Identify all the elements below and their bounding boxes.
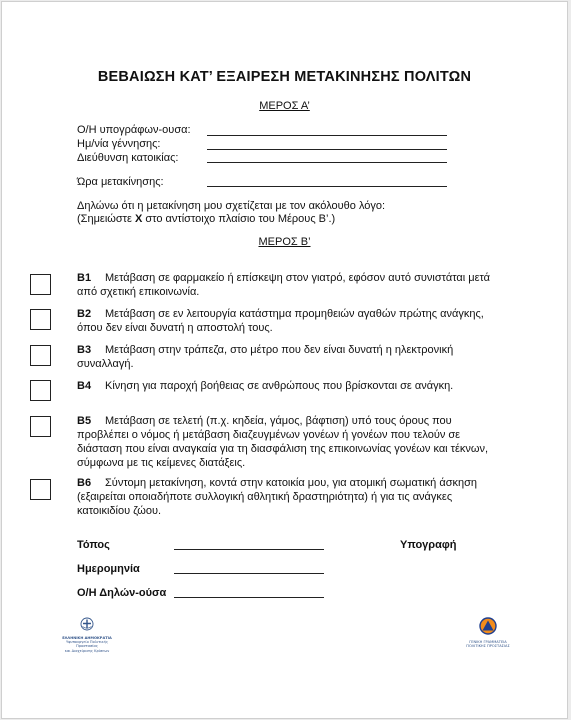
signature-label: Υπογραφή — [400, 539, 457, 551]
document-title: ΒΕΒΑΙΩΣΗ ΚΑΤ’ ΕΞΑΙΡΕΣΗ ΜΕΤΑΚΙΝΗΣΗΣ ΠΟΛΙΤΩΝ — [97, 69, 472, 85]
declaration-post: στο αντίστοιχο πλαίσιο του Μέρους Β’.) — [142, 213, 336, 225]
civil-protection-logo — [464, 617, 512, 648]
address-field[interactable] — [207, 162, 447, 163]
coat-of-arms-icon — [80, 617, 94, 631]
part-a-heading: ΜΕΡΟΣ Α’ — [259, 100, 310, 112]
item-text: Μετάβαση σε εν λειτουργία κατάστημα προμηθειών αγαθών πρώτης ανάγκης, όπου δεν είναι δυνατή η αποστολή τους. — [77, 308, 484, 334]
document-page — [1, 1, 568, 719]
item-text: Κίνηση για παροχή βοήθειας σε ανθρώπους που βρίσκονται σε ανάγκη. — [105, 380, 454, 392]
declaration-text — [77, 200, 507, 226]
item-text: Μετάβαση στην τράπεζα, στο μέτρο που δεν είναι δυνατή η ηλεκτρονική συναλλαγή. — [77, 344, 454, 370]
logo-right-line-1: ΓΕΝΙΚΗ ΓΡΑΜΜΑΤΕΙΑ — [469, 640, 507, 644]
item-code: Β3 — [77, 344, 92, 356]
logo-left-line-1: ΕΛΛΗΝΙΚΗ ΔΗΜΟΚΡΑΤΙΑ — [62, 636, 112, 640]
item-code: Β6 — [77, 477, 92, 489]
part-b-heading: ΜΕΡΟΣ Β’ — [258, 236, 311, 248]
move-time-field[interactable] — [207, 186, 447, 187]
declarant-field[interactable] — [174, 597, 324, 598]
civil-protection-icon — [479, 617, 497, 635]
declaration-mark: X — [134, 213, 143, 225]
date-field[interactable] — [174, 573, 324, 574]
item-b6 — [77, 476, 495, 518]
checkbox-b4[interactable] — [30, 380, 51, 401]
item-b5 — [77, 414, 495, 470]
checkbox-b1[interactable] — [30, 274, 51, 295]
item-text: Μετάβαση σε τελετή (π.χ. κηδεία, γάμος, βάφτιση) υπό τους όρους που προβλέπει ο νόμος ή μετάβαση διαζευγμένων γονέων ή γονέων που τελούν σε διάσταση που είναι αναγκαία για τη διασφάλιση της επικοινωνίας γονέων και τέκνων, σύμφωνα με τις κείμενες διατάξεις. — [77, 415, 489, 469]
item-b3 — [77, 343, 495, 371]
checkbox-b3[interactable] — [30, 345, 51, 366]
logo-left-line-2: Υφυπουργείο Πολιτικής Προστασίας — [65, 640, 109, 649]
item-b2 — [77, 307, 495, 335]
item-b1 — [77, 271, 495, 299]
address-label: Διεύθυνση κατοικίας: — [77, 152, 179, 164]
logo-left-line-3: και Διαχείρισης Κρίσεων — [64, 648, 110, 653]
date-label: Ημερομηνία — [77, 563, 140, 575]
place-field[interactable] — [174, 549, 324, 550]
declaration-pre: (Σημειώστε — [77, 213, 135, 225]
move-time-label: Ώρα μετακίνησης: — [77, 176, 164, 188]
item-code: Β1 — [77, 272, 92, 284]
item-b4 — [77, 379, 495, 393]
checkbox-b6[interactable] — [30, 479, 51, 500]
declaration-line-2 — [77, 213, 507, 226]
birth-date-label: Ημ/νία γέννησης: — [77, 138, 161, 150]
birth-date-field[interactable] — [207, 149, 447, 150]
item-code: Β5 — [77, 415, 92, 427]
item-code: Β2 — [77, 308, 92, 320]
item-text: Μετάβαση σε φαρμακείο ή επίσκεψη στον γιατρό, εφόσον αυτό συνιστάται μετά από σχετική επικοινωνία. — [77, 272, 491, 298]
declarant-label: Ο/Η Δηλών-ούσα — [77, 587, 167, 599]
signer-field[interactable] — [207, 135, 447, 136]
logo-right-line-2: ΠΟΛΙΤΙΚΗΣ ΠΡΟΣΤΑΣΙΑΣ — [466, 644, 510, 649]
place-label: Τόπος — [77, 539, 110, 551]
hellenic-republic-logo — [55, 617, 119, 653]
item-text: Σύντομη μετακίνηση, κοντά στην κατοικία μου, για ατομική σωματική άσκηση (εξαιρείται οποιαδήποτε συλλογική αθλητική δραστηριότητα) ή για τις ανάγκες κατοικιδίου ζώου. — [77, 477, 478, 517]
checkbox-b2[interactable] — [30, 309, 51, 330]
signer-label: Ο/Η υπογράφων-ουσα: — [77, 124, 191, 136]
checkbox-b5[interactable] — [30, 416, 51, 437]
declaration-line-1: Δηλώνω ότι η μετακίνηση μου σχετίζεται με τον ακόλουθο λόγο: — [77, 200, 386, 212]
item-code: Β4 — [77, 380, 92, 392]
